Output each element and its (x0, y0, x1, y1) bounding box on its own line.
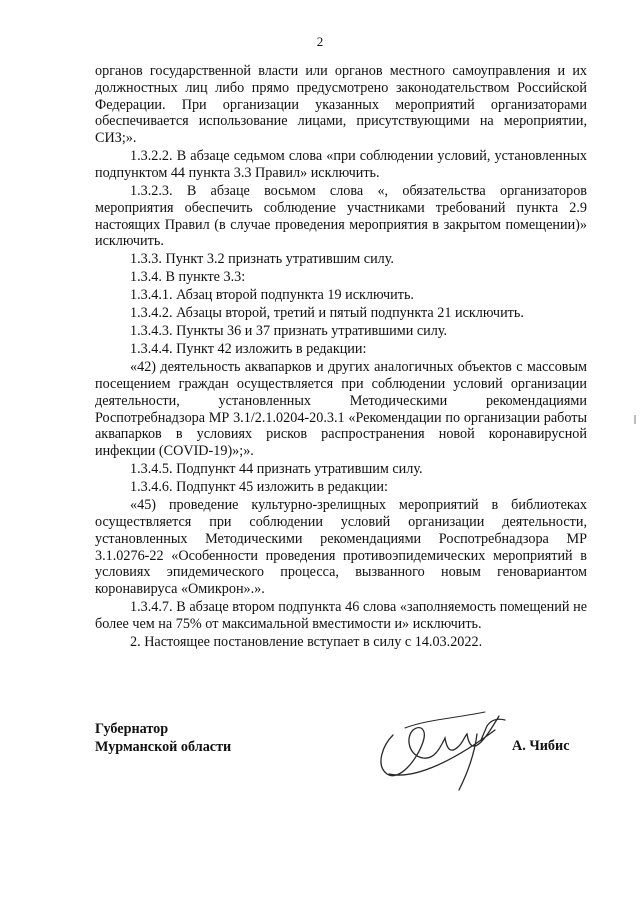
paragraph: 1.3.4.2. Абзацы второй, третий и пятый подпункта 21 исключить. (130, 305, 524, 322)
document-body (95, 63, 587, 652)
scan-edge-mark (634, 415, 636, 424)
paragraph: 2. Настоящее постановление вступает в силу с 14.03.2022. (130, 633, 483, 650)
paragraph: 1.3.4.3. Пункты 36 и 37 признать утратившими силу. (130, 323, 448, 340)
paragraph: 1.3.4.7. В абзаце втором подпункта 46 слова «заполняемость помещений не более чем на 75% от максимальной вместимости и» исключить. (95, 599, 587, 632)
paragraph: 1.3.2.2. В абзаце седьмом слова «при соблюдении условий, установленных подпунктом 44 пункта 3.3 Правил» исключить. (95, 148, 587, 181)
page-number: 2 (316, 34, 324, 49)
paragraph: 1.3.4.5. Подпункт 44 признать утратившим силу. (130, 461, 423, 478)
paragraph: органов государственной власти или органов местного самоуправления и их должностных лиц либо прямо предусмотрено законодательством Российской Федерации. При организации указанных мероприятий организаторами обеспечивается использование лицами, присутствующими на мероприятии, СИЗ;». (95, 63, 587, 147)
paragraph: «45) проведение культурно-зрелищных мероприятий в библиотеках осуществляется при соблюдении условий организации деятельности, установленных Методическими рекомендациями Роспотребнадзора МР 3.1.0276-22 «Особенности проведения противоэпидемических мероприятий в условиях эпидемического процесса, вызванного новым геновариантом коронавируса «Омикрон».». (95, 497, 587, 598)
signatory-title-line2: Мурманской области (95, 739, 232, 755)
paragraph: 1.3.3. Пункт 3.2 признать утратившим силу. (130, 251, 394, 268)
paragraph: 1.3.4.6. Подпункт 45 изложить в редакции: (130, 479, 388, 496)
signatory-title-line1: Губернатор (95, 721, 169, 737)
signatory-title (95, 720, 231, 756)
paragraph: 1.3.4. В пункте 3.3: (130, 269, 246, 286)
signatory-name: А. Чибис (512, 738, 570, 754)
paragraph: 1.3.2.3. В абзаце восьмом слова «, обязательства организаторов мероприятия обеспечить соблюдение участниками требований пункта 2.9 настоящих Правил (в случае проведения мероприятия в закрытом помещении)» исключить. (95, 182, 587, 250)
paragraph: 1.3.4.1. Абзац второй подпункта 19 исключить. (130, 287, 414, 304)
paragraph: «42) деятельность аквапарков и других аналогичных объектов с массовым посещением граждан осуществляется при соблюдении условий организации деятельности, установленных Методическими рекомендациями Роспотребнадзора МР 3.1/2.1.0204-20.3.1 «Рекомендации по организации работы аквапарков в условиях рисков распространения новой коронавирусной инфекции (COVID-19)»;». (95, 359, 587, 460)
paragraph: 1.3.4.4. Пункт 42 изложить в редакции: (130, 341, 367, 358)
handwritten-signature (365, 690, 510, 800)
